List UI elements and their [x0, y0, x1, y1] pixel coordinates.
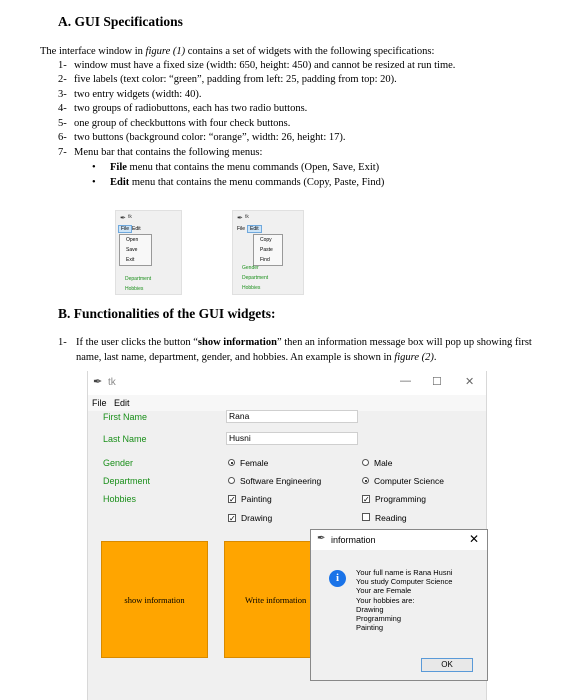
- checkbox-label: Painting: [241, 494, 272, 504]
- checkbox-indicator: ✓: [229, 495, 236, 504]
- spec-number: 1-: [58, 60, 67, 71]
- minimize-icon[interactable]: —: [400, 375, 411, 387]
- message-line: Your are Female: [356, 586, 412, 596]
- spec-text: five labels (text color: “green”, padding from left: 25, padding from top: 20).: [74, 74, 397, 85]
- thumb-title: tk: [245, 214, 249, 220]
- department-label: Department: [103, 476, 151, 486]
- maximize-icon[interactable]: ☐: [432, 376, 442, 388]
- file-menu-thumbnail: [115, 210, 182, 295]
- bullet-text: menu that contains the menu commands (Copy, Paste, Find): [129, 177, 385, 188]
- thumb-dd-item: Find: [260, 257, 270, 263]
- intro-figure-ref: figure (1): [145, 46, 186, 57]
- radio-indicator: [228, 477, 235, 484]
- radio-label: Male: [374, 458, 393, 468]
- message-line: Painting: [356, 623, 384, 633]
- hobby-drawing-checkbox[interactable]: [228, 513, 272, 523]
- bullet-icon: •: [92, 162, 96, 173]
- department-cs-radio[interactable]: [362, 476, 444, 486]
- bullet-icon: •: [92, 177, 96, 188]
- feather-icon: ✒: [317, 533, 326, 544]
- menu-bullet: [92, 162, 379, 173]
- gender-male-radio[interactable]: [362, 458, 392, 468]
- functionality-number: 1-: [58, 337, 67, 348]
- spec-text: window must have a fixed size (width: 650, height: 450) and cannot be resized at run time.: [74, 60, 456, 71]
- gender-label: Gender: [103, 458, 134, 468]
- show-information-button[interactable]: show information: [101, 541, 208, 658]
- section-a-title: A. GUI Specifications: [58, 14, 183, 29]
- spec-item: [58, 60, 455, 71]
- window-title: tk: [108, 377, 116, 388]
- information-dialog: [310, 529, 488, 681]
- spec-number: 4-: [58, 103, 67, 114]
- thumb-file-dropdown: [119, 234, 152, 266]
- thumb-label: Hobbies: [125, 286, 144, 292]
- thumb-label: Department: [242, 275, 269, 281]
- radio-label: Female: [240, 458, 269, 468]
- message-line: Programming: [356, 614, 402, 624]
- menubar: [88, 395, 486, 411]
- spec-item: [58, 118, 290, 129]
- spec-text: two buttons (background color: “orange”, width: 26, height: 17).: [74, 132, 346, 143]
- spec-number: 6-: [58, 132, 67, 143]
- spec-number: 3-: [58, 89, 67, 100]
- spec-text: Menu bar that contains the following menus:: [74, 147, 263, 158]
- thumb-dd-item: Paste: [260, 247, 273, 253]
- close-icon[interactable]: ✕: [465, 376, 475, 388]
- department-se-radio[interactable]: [228, 476, 321, 486]
- dialog-titlebar: [311, 530, 487, 550]
- message-line: Drawing: [356, 604, 384, 614]
- first-name-label: First Name: [103, 412, 148, 422]
- section-b-title: B. Functionalities of the GUI widgets:: [58, 306, 276, 321]
- thumb-menu-edit: Edit: [132, 226, 141, 232]
- bullet-text: menu that contains the menu commands (Open, Save, Exit): [126, 162, 380, 173]
- menu-edit[interactable]: Edit: [114, 398, 130, 408]
- functionality-text: [76, 335, 548, 365]
- feather-icon: ✒: [237, 214, 243, 222]
- spec-item: [58, 132, 345, 143]
- func-text-mid: ” then an information message box will pop up showing first name, last name, department, gender, and hobbies. An example is shown in: [76, 337, 532, 363]
- ok-button[interactable]: OK: [421, 658, 473, 672]
- checkbox-label: Programming: [375, 494, 427, 504]
- spec-item: [58, 74, 397, 85]
- window-titlebar: [88, 371, 486, 395]
- hobby-programming-checkbox[interactable]: [362, 494, 426, 504]
- dialog-message: [356, 568, 452, 632]
- bullet-bold: Edit: [110, 177, 130, 188]
- hobby-reading-checkbox[interactable]: [362, 513, 407, 523]
- spec-text: two entry widgets (width: 40).: [74, 89, 202, 100]
- thumb-dd-item: Copy: [260, 237, 272, 243]
- close-icon[interactable]: ✕: [468, 532, 479, 546]
- first-name-input[interactable]: Rana: [226, 410, 358, 423]
- thumb-edit-dropdown: [253, 234, 283, 266]
- radio-label: Computer Science: [374, 476, 444, 486]
- spec-text: two groups of radiobuttons, each has two radio buttons.: [74, 103, 308, 114]
- thumb-menu-edit: Edit: [247, 225, 262, 233]
- spec-item: [58, 147, 262, 158]
- last-name-label: Last Name: [103, 434, 147, 444]
- thumb-menu-file: File: [118, 225, 132, 233]
- thumb-menu-file: File: [237, 226, 246, 232]
- intro-text-before: The interface window in: [40, 46, 146, 57]
- message-line: Your full name is Rana Husni: [356, 568, 453, 577]
- bullet-bold: File: [110, 162, 127, 173]
- thumb-menubar: [233, 225, 303, 234]
- last-name-input[interactable]: Husni: [226, 432, 358, 445]
- feather-icon: ✒: [93, 376, 103, 388]
- spec-item: [58, 89, 201, 100]
- checkbox-indicator: ✓: [363, 495, 370, 504]
- thumb-label: Gender: [242, 265, 259, 271]
- message-line: You study Computer Science: [356, 577, 453, 587]
- radio-indicator: [362, 477, 369, 484]
- write-information-button[interactable]: Write information: [224, 541, 312, 658]
- thumb-dd-item: Save: [126, 247, 138, 253]
- thumb-title: tk: [128, 214, 132, 220]
- info-icon: i: [329, 570, 346, 587]
- spec-number: 5-: [58, 118, 67, 129]
- intro-text-after: contains a set of widgets with the following specifications:: [185, 46, 435, 57]
- func-bold: show information: [197, 337, 277, 348]
- edit-menu-thumbnail: [232, 210, 304, 295]
- radio-label: Software Engineering: [240, 476, 322, 486]
- spec-number: 7-: [58, 147, 67, 158]
- thumb-dd-item: Exit: [126, 257, 135, 263]
- menu-file[interactable]: File: [92, 398, 107, 408]
- spec-text: one group of checkbuttons with four check buttons.: [74, 118, 291, 129]
- functionality-item: [58, 335, 548, 365]
- thumb-dd-item: Open: [126, 237, 139, 243]
- thumb-label: Department: [125, 276, 152, 282]
- func-text-end: .: [433, 352, 437, 363]
- thumb-menubar: [116, 225, 181, 234]
- intro-paragraph: [40, 46, 434, 57]
- feather-icon: ✒: [120, 214, 126, 222]
- hobbies-label: Hobbies: [103, 494, 137, 504]
- func-text-before: If the user clicks the button “: [76, 337, 198, 348]
- message-line: Your hobbies are:: [356, 595, 415, 605]
- checkbox-indicator: [362, 513, 370, 521]
- radio-indicator: [228, 459, 235, 466]
- checkbox-label: Drawing: [241, 513, 273, 523]
- dialog-title: information: [331, 535, 376, 545]
- spec-item: [58, 103, 307, 114]
- hobby-painting-checkbox[interactable]: [228, 494, 272, 504]
- checkbox-label: Reading: [375, 513, 407, 523]
- radio-indicator: [362, 459, 369, 466]
- func-figure-ref: figure (2): [394, 352, 434, 363]
- menu-bullet: [92, 177, 384, 188]
- spec-number: 2-: [58, 74, 67, 85]
- thumb-label: Hobbies: [242, 285, 261, 291]
- gender-female-radio[interactable]: [228, 458, 268, 468]
- checkbox-indicator: ✓: [229, 514, 236, 523]
